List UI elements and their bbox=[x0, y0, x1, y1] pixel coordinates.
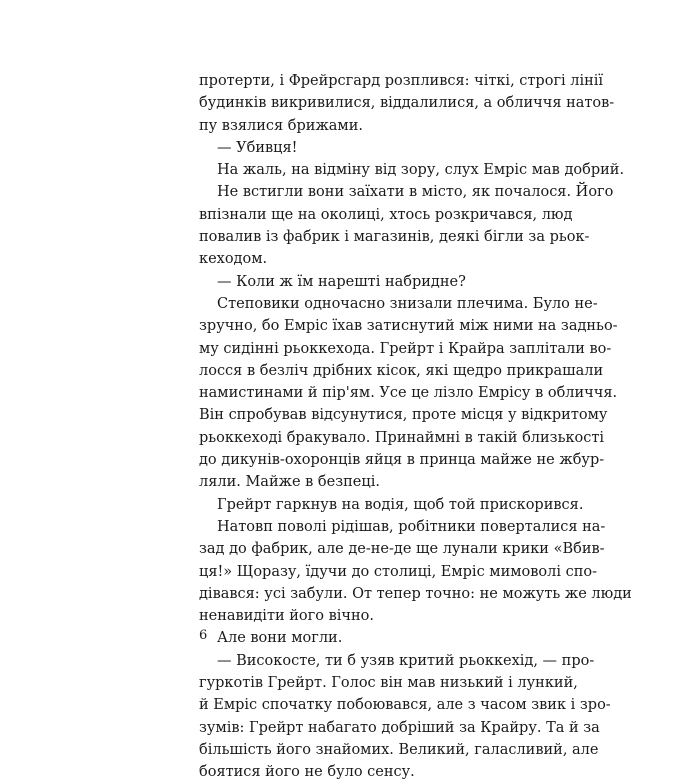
text-line: намистинами й пір'ям. Усе це лізло Емрісу в обличчя. bbox=[199, 385, 618, 402]
text-line: до дикунів-охоронців яйця в принца майже не жбур- bbox=[199, 452, 605, 469]
text-line: більшість його знайомих. Великий, галасливий, але bbox=[199, 741, 599, 758]
text-line: протерти, і Фрейрсгард розплився: чіткі, строгі лінії bbox=[199, 73, 604, 89]
text-line: рьоккеході бракувало. Принаймні в такій близькості bbox=[199, 429, 605, 446]
body-text bbox=[199, 70, 632, 784]
text-line: кеходом. bbox=[199, 251, 268, 268]
text-line: — Убивця! bbox=[217, 139, 298, 156]
text-line: дівався: усі забули. От тепер точно: не можуть же люди bbox=[199, 585, 632, 602]
text-line: пу взялися брижами. bbox=[199, 117, 363, 134]
text-line: му сидінні рьоккехода. Грейрт і Крайра заплітали во- bbox=[199, 340, 612, 357]
text-line: Він спробував відсунутися, проте місця у відкритому bbox=[199, 407, 608, 424]
text-line: зад до фабрик, але де-не-де ще лунали крики «Вбив- bbox=[199, 541, 605, 558]
text-line: Степовики одночасно знизали плечима. Було не- bbox=[217, 295, 598, 312]
text-line: зручно, бо Емріс їхав затиснутий між ними на задньо- bbox=[199, 318, 618, 335]
text-line: й Емріс спочатку побоювався, але з часом звик і зро- bbox=[199, 697, 611, 714]
text-line: Грейрт гаркнув на водія, щоб той прискорився. bbox=[217, 496, 584, 513]
text-line: Натовп поволі рідішав, робітники поверталися на- bbox=[217, 518, 606, 535]
text-line: зумів: Грейрт набагато добріший за Крайру. Та й за bbox=[199, 719, 600, 736]
text-line: будинків викривилися, віддалилися, а обличчя натов- bbox=[199, 95, 615, 112]
text-line: — Високосте, ти б узяв критий рьоккехід, — про- bbox=[217, 652, 595, 669]
text-line: боятися його не було сенсу. bbox=[199, 764, 415, 781]
text-line: ляли. Майже в безпеці. bbox=[199, 474, 380, 491]
text-line: ця!» Щоразу, їдучи до столиці, Емріс мимоволі спо- bbox=[199, 563, 598, 580]
text-line: Не встигли вони заїхати в місто, як почалося. Його bbox=[217, 184, 614, 201]
text-line: — Коли ж їм нарешті набридне? bbox=[217, 273, 466, 290]
text-line: На жаль, на відміну від зору, слух Емріс мав добрий. bbox=[217, 162, 625, 179]
text-line: ненавидіти його вічно. bbox=[199, 608, 374, 625]
text-line: Але вони могли. bbox=[217, 630, 343, 647]
page-number: 6 bbox=[199, 628, 208, 643]
text-line: гуркотів Грейрт. Голос він мав низький і лункий, bbox=[199, 675, 578, 692]
text-line: повалив із фабрик і магазинів, деякі бігли за рьок- bbox=[199, 229, 590, 246]
text-line: лосся в безліч дрібних кісок, які щедро прикрашали bbox=[199, 362, 604, 379]
text-line: впізнали ще на околиці, хтось розкричався, люд bbox=[199, 206, 573, 223]
